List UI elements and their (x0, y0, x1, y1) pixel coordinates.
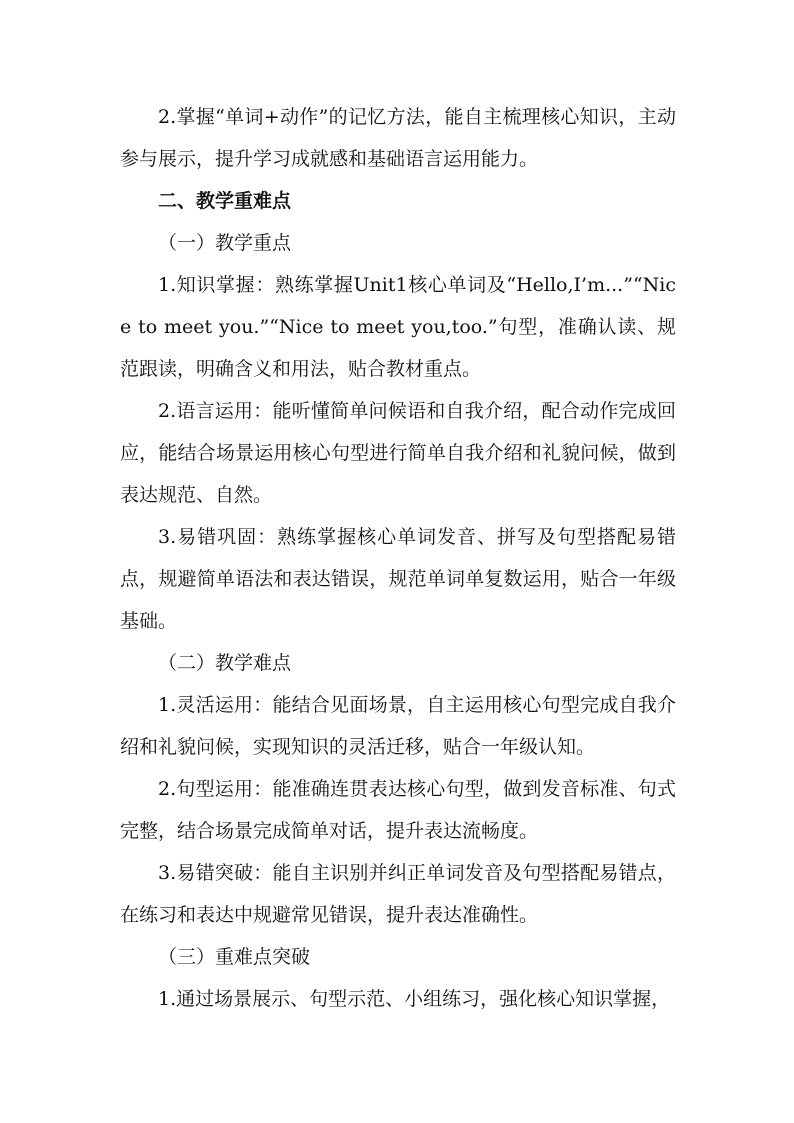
subheading-teaching-focus: （一）教学重点 (158, 232, 292, 254)
paragraph-focus-error-consolidation: 3.易错巩固：熟练掌握核心单词发音、拼写及句型搭配易错点，规避简单语法和表达错误，规范单词单复数运用，贴合一年级基础。 (120, 526, 676, 632)
section-heading-key-difficult-points: 二、教学重难点 (158, 190, 292, 212)
paragraph-learning-goal-2: 2.掌握“单词+动作”的记忆方法，能自主梳理核心知识，主动参与展示，提升学习成就感和基础语言运用能力。 (120, 106, 676, 170)
paragraph-difficulty-flexible-use: 1.灵活运用：能结合见面场景，自主运用核心句型完成自我介绍和礼貌问候，实现知识的灵活迁移，贴合一年级认知。 (120, 694, 676, 758)
paragraph-difficulty-error-breakthrough: 3.易错突破：能自主识别并纠正单词发音及句型搭配易错点，在练习和表达中规避常见错误，提升表达准确性。 (120, 862, 676, 926)
paragraph-focus-language-use: 2.语言运用：能听懂简单问候语和自我介绍，配合动作完成回应，能结合场景运用核心句型进行简单自我介绍和礼貌问候，做到表达规范、自然。 (120, 400, 676, 506)
subheading-teaching-difficulty: （二）教学难点 (158, 652, 292, 674)
paragraph-difficulty-sentence-use: 2.句型运用：能准确连贯表达核心句型，做到发音标准、句式完整，结合场景完成简单对话，提升表达流畅度。 (120, 778, 676, 842)
paragraph-breakthrough-1: 1.通过场景展示、句型示范、小组练习，强化核心知识掌握， (158, 988, 671, 1010)
subheading-breakthrough: （三）重难点突破 (158, 946, 311, 968)
document-body (120, 96, 676, 1020)
paragraph-focus-knowledge: 1.知识掌握：熟练掌握Unit1核心单词及“Hello,I’m...”“Nice to meet you.”“Nice to meet you,too.”句型，准确认读、规范跟读，明确含义和用法，贴合教材重点。 (120, 274, 676, 380)
